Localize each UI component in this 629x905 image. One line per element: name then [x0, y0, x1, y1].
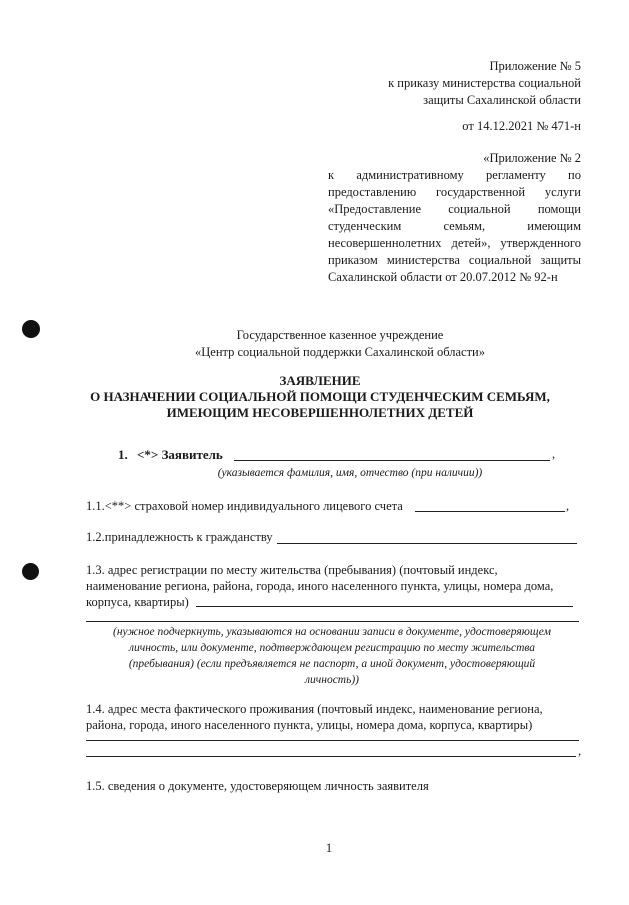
registration-address-field[interactable]	[196, 606, 573, 607]
order-line-2: защиты Сахалинской области	[423, 93, 581, 107]
registration-address-field-2[interactable]	[86, 621, 579, 622]
registration-hint	[82, 624, 582, 688]
applicant-name-field[interactable]	[234, 460, 550, 461]
appendix-title: Приложение № 5	[489, 59, 581, 73]
applicant-number: 1.	[118, 447, 128, 462]
page-number: 1	[325, 841, 333, 855]
citizenship-label: 1.2.принадлежность к гражданству	[86, 530, 273, 544]
snils-label: 1.1.<**> страховой номер индивидуального лицевого счета	[86, 499, 403, 513]
actual-address-field-2[interactable]	[86, 756, 576, 757]
citizenship-field[interactable]	[277, 543, 577, 544]
actual-address-label-2: района, города, иного населенного пункта, улицы, номера дома, корпуса, квартиры)	[86, 718, 533, 732]
registration-address-label-1: 1.3. адрес регистрации по месту жительства (пребывания) (почтовый индекс,	[86, 563, 498, 577]
annex-line: к административному регламенту по	[328, 168, 581, 182]
annex-line: Сахалинской области от 20.07.2012 № 92-н	[328, 270, 558, 284]
identity-document-label: 1.5. сведения о документе, удостоверяющем личность заявителя	[86, 779, 429, 793]
order-date: от 14.12.2021 № 471-н	[462, 119, 581, 133]
registration-hint-line: личность, или документе, подтверждающем регистрацию по месту жительства	[128, 642, 536, 654]
applicant-comma: ,	[552, 447, 556, 461]
registration-hint-line: (нужное подчеркнуть, указываются на основании записи в документе, удостоверяющем	[113, 626, 551, 638]
institution-line-1: Государственное казенное учреждение	[236, 328, 444, 342]
punch-hole-mark	[22, 563, 39, 580]
registration-address-label-3: корпуса, квартиры)	[86, 595, 189, 609]
annex-line: приказом министерства социальной защиты	[328, 253, 581, 267]
annex-line: несовершеннолетних детей», утвержденного	[328, 236, 581, 250]
registration-address-label-2: наименование региона, района, города, иного населенного пункта, улицы, номера дома,	[86, 579, 554, 593]
snils-comma: ,	[566, 499, 570, 513]
annex-text	[328, 167, 581, 286]
annex-line: предоставлению государственной услуги	[328, 185, 581, 199]
applicant-hint: (указывается фамилия, имя, отчество (при наличии))	[217, 467, 483, 479]
registration-hint-line: личность))	[304, 674, 359, 686]
actual-address-field-1[interactable]	[86, 740, 579, 741]
document-title: ЗАЯВЛЕНИЕ	[279, 373, 361, 388]
annex-title: «Приложение № 2	[483, 151, 581, 165]
punch-hole-mark	[22, 320, 40, 338]
registration-hint-line: (пребывания) (если предъявляется не паспорт, а иной документ, удостоверяющий	[128, 658, 536, 670]
applicant-label: <*> Заявитель	[137, 447, 223, 462]
snils-field[interactable]	[415, 511, 565, 512]
document-title-line-2: О НАЗНАЧЕНИИ СОЦИАЛЬНОЙ ПОМОЩИ СТУДЕНЧЕСКИМ СЕМЬЯМ,	[90, 389, 550, 404]
institution-line-2: «Центр социальной поддержки Сахалинской области»	[195, 345, 485, 359]
actual-address-label-1: 1.4. адрес места фактического проживания (почтовый индекс, наименование региона,	[86, 702, 543, 716]
document-title-line-3: ИМЕЮЩИМ НЕСОВЕРШЕННОЛЕТНИХ ДЕТЕЙ	[166, 405, 474, 420]
order-line-1: к приказу министерства социальной	[388, 76, 581, 90]
actual-address-comma: ,	[578, 744, 582, 758]
annex-line: студенческим семьям, имеющим	[328, 219, 581, 233]
annex-line: «Предоставление социальной помощи	[328, 202, 581, 216]
